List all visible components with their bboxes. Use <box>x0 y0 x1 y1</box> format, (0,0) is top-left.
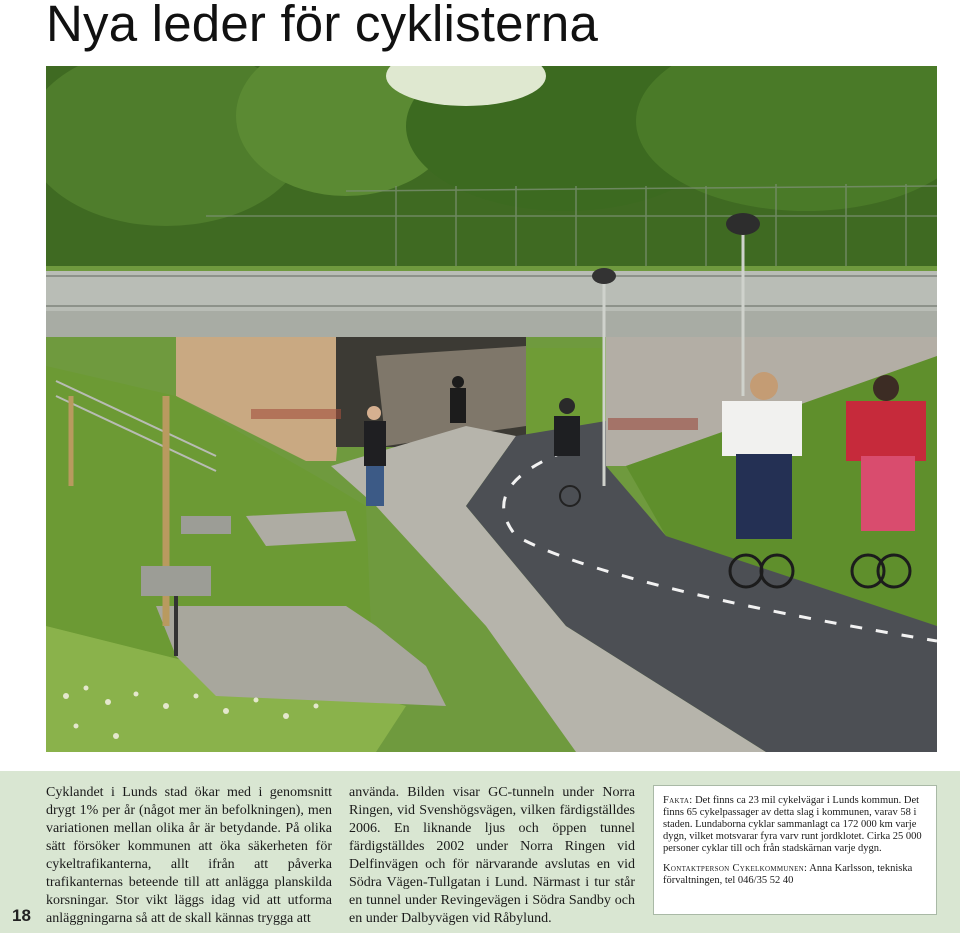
page-title: Nya leder för cyklisterna <box>46 0 599 52</box>
fakta-text: Det finns ca 23 mil cykelvägar i Lunds kommun. Det finns 65 cykelpassager av detta slag i kommunen, varav 58 i staden. Lundaborna cyklar sammanlagt ca 172 000 km varje dygn, vilket motsvarar fyra varv runt jordklotet. Cirka 25 000 personer cyklar till och från stadskärnan varje dygn. <box>663 795 922 854</box>
contact-text: Anna Karlsson, tekniska förvaltningen, tel 046/35 52 40 <box>663 863 913 886</box>
body-text-column-1: Cyklandet i Lunds stad ökar med i genomsnitt drygt 1% per år (något mer än befolkningen), men variationen mellan olika år är betydande. På olika sätt försöker kommunen att öka säkerheten för cykeltrafikanterna, allt ifrån att påverka trafikanternas beteende till att anlägga planskilda korsningar. Stor vikt läggs idag vid att utforma anläggningarna så att de skall kännas trygga att <box>46 785 332 926</box>
body-text-column-2: använda. Bilden visar GC-tunneln under Norra Ringen, vid Svenshögsvägen, vilken färdigställdes 2006. En liknande ljus och öppen tunnel färdigställdes 2002 under Norra Ringen vid Delfinvägen och för närvarande avslutas en vid Södra Vägen-Tullgatan i Lund. Närmast i tur står en tunnel under Revingevägen i Södra Sandby och en under Dalbyvägen vid Råbylund. <box>349 785 635 926</box>
fact-box <box>653 785 937 915</box>
contact-label: Kontaktperson Cykelkommunen: <box>663 863 808 874</box>
contact-paragraph <box>663 863 927 887</box>
fakta-label: Fakta: <box>663 795 693 806</box>
fakta-paragraph <box>663 795 927 855</box>
tunnel-photo <box>46 66 937 752</box>
page-number: 18 <box>12 906 31 925</box>
